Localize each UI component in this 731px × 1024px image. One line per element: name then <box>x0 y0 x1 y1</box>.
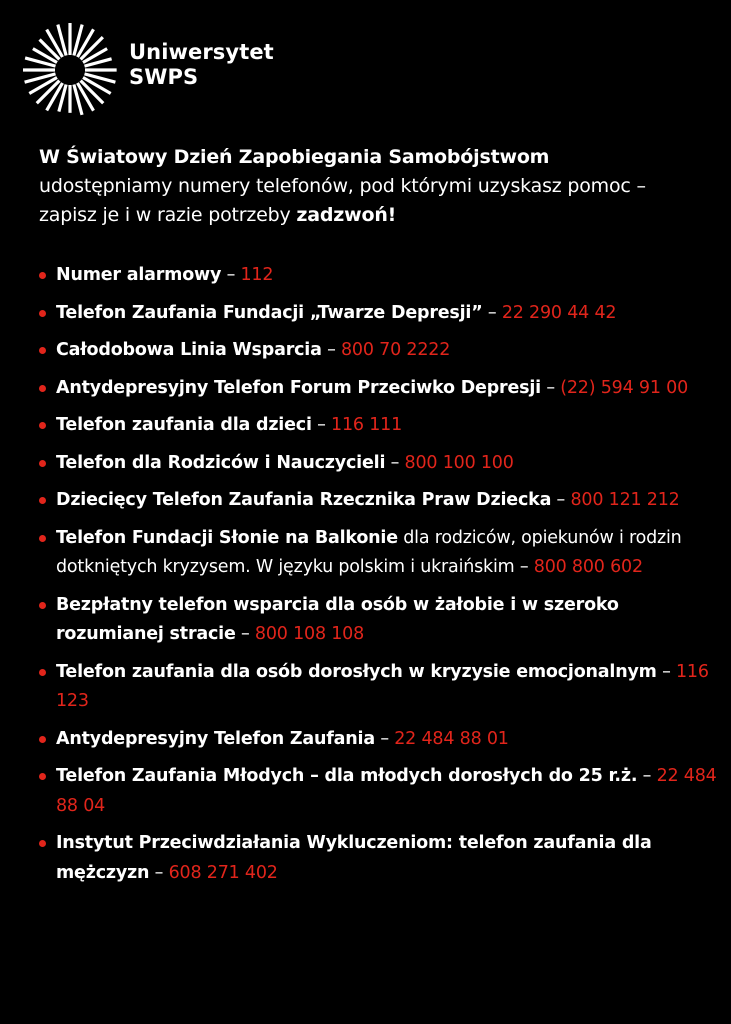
hotline-number[interactable]: 800 108 108 <box>254 624 365 644</box>
hotline-number[interactable]: 800 100 100 <box>404 452 514 473</box>
hotline-separator: – <box>385 452 405 473</box>
hotline-separator: – <box>540 377 561 398</box>
hotline-name: Całodobowa Linia Wsparcia <box>56 340 322 360</box>
hotline-list <box>39 261 719 896</box>
hotline-description: dla rodziców, opiekunów i rodzin dotkniętych kryzysem. W języku polskim i ukraińskim <box>56 527 682 577</box>
hotline-separator: – <box>551 490 571 510</box>
hotline-item <box>39 829 719 888</box>
hotline-number[interactable]: 608 271 402 <box>168 862 278 883</box>
hotline-item <box>39 762 719 821</box>
hotline-number[interactable]: 22 484 88 01 <box>394 728 509 749</box>
brand-line-1: Uniwersytet <box>129 40 274 64</box>
brand-name <box>129 40 274 90</box>
hotline-separator: – <box>149 862 169 883</box>
hotline-name: Telefon dla Rodziców i Nauczycieli <box>56 452 386 473</box>
hotline-name: Telefon Fundacji Słonie na Balkonie <box>56 527 398 548</box>
hotline-number[interactable]: 116 111 <box>331 415 402 435</box>
hotline-item <box>39 486 719 516</box>
hotline-separator: – <box>514 557 534 577</box>
hotline-number[interactable]: 22 290 44 42 <box>501 302 617 323</box>
hotline-number[interactable]: 22 484 88 04 <box>56 766 717 816</box>
hotline-separator: – <box>221 265 241 285</box>
intro-cta: zadzwoń! <box>296 204 397 226</box>
hotline-item <box>39 299 719 329</box>
hotline-item <box>39 336 719 366</box>
intro-body: udostępniamy numery telefonów, pod którymi uzyskasz pomoc – zapisz je i w razie potrzeby <box>39 175 646 226</box>
hotline-separator: – <box>637 766 657 786</box>
hotline-number[interactable]: 800 121 212 <box>570 490 680 510</box>
hotline-number[interactable]: 800 800 602 <box>533 557 643 577</box>
hotline-name: Antydepresyjny Telefon Forum Przeciwko Depresji <box>56 377 541 398</box>
hotline-name: Telefon zaufania dla osób dorosłych w kryzysie emocjonalnym <box>56 661 657 682</box>
hotline-separator: – <box>656 661 676 682</box>
hotline-separator: – <box>235 624 255 644</box>
hotline-item <box>39 658 719 717</box>
hotline-name: Antydepresyjny Telefon Zaufania <box>56 728 375 749</box>
hotline-item <box>39 725 719 755</box>
hotline-number[interactable]: (22) 594 91 00 <box>560 377 688 398</box>
hotline-name: Telefon zaufania dla dzieci <box>56 415 312 435</box>
hotline-item <box>39 449 719 479</box>
hotline-item <box>39 411 719 441</box>
hotline-separator: – <box>374 728 395 749</box>
hotline-number[interactable]: 112 <box>240 265 274 285</box>
hotline-number[interactable]: 800 70 2222 <box>341 340 451 360</box>
hotline-separator: – <box>482 302 502 323</box>
hotline-name: Instytut Przeciwdziałania Wykluczeniom: telefon zaufania dla mężczyzn <box>56 833 652 883</box>
hotline-name: Telefon Zaufania Fundacji „Twarze Depresji” <box>56 302 483 323</box>
hotline-item <box>39 261 719 291</box>
swps-sunburst-logo-icon <box>22 22 118 122</box>
hotline-item <box>39 524 719 583</box>
hotline-number[interactable]: 116 123 <box>56 661 709 711</box>
hotline-name: Numer alarmowy <box>56 265 222 285</box>
hotline-item <box>39 374 719 404</box>
hotline-item <box>39 591 719 650</box>
hotline-separator: – <box>321 340 341 360</box>
hotline-separator: – <box>311 415 332 435</box>
intro-text <box>39 143 709 230</box>
intro-heading: W Światowy Dzień Zapobiegania Samobójstwom <box>39 146 550 168</box>
brand-line-2: SWPS <box>129 65 199 89</box>
hotline-name: Telefon Zaufania Młodych – dla młodych dorosłych do 25 r.ż. <box>56 766 638 786</box>
hotline-name: Dziecięcy Telefon Zaufania Rzecznika Praw Dziecka <box>56 490 552 510</box>
hotline-name: Bezpłatny telefon wsparcia dla osób w żałobie i w szeroko rozumianej stracie <box>56 594 619 644</box>
